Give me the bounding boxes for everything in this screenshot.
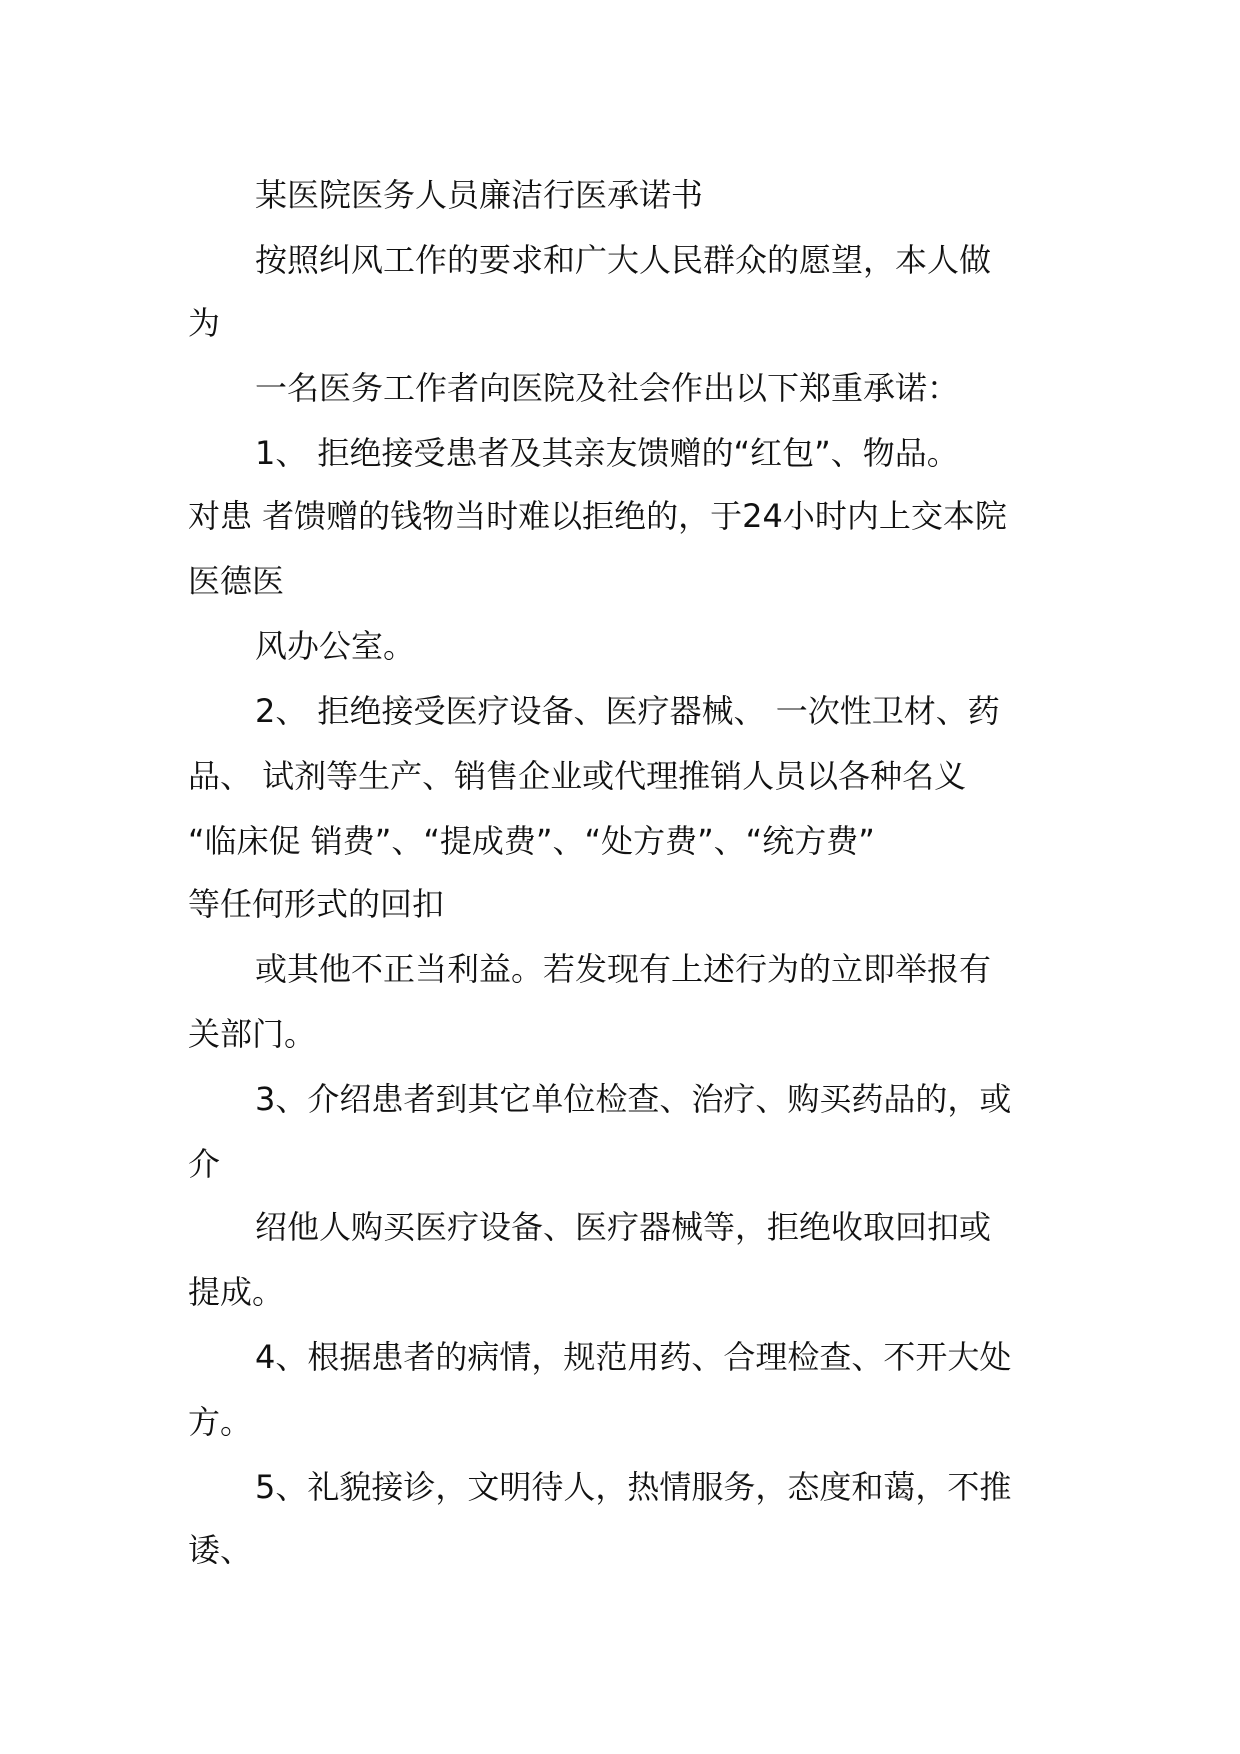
text-line: 品、 试剂等生产、销售企业或代理推销人员以各种名义 (188, 757, 967, 795)
text-line: 对患 者馈赠的钱物当时难以拒绝的，于24小时内上交本院 (188, 497, 1007, 535)
text-line: “临床促 销费”、“提成费”、“处方费”、“统方费” (188, 822, 875, 860)
text-line: 或其他不正当利益。若发现有上述行为的立即举报有 (255, 950, 992, 988)
text-line: 等任何形式的回扣 (188, 885, 445, 923)
text-line: 风办公室。 (255, 627, 416, 665)
text-line: 4、根据患者的病情，规范用药、合理检查、不开大处 (255, 1338, 1012, 1376)
text-line: 关部门。 (188, 1015, 317, 1053)
text-line: 绍他人购买医疗设备、医疗器械等，拒绝收取回扣或 (255, 1208, 992, 1246)
text-line: 为 (188, 304, 221, 342)
text-line: 2、 拒绝接受医疗设备、医疗器械、 一次性卫材、药 (255, 692, 1000, 730)
text-line: 提成。 (188, 1273, 285, 1311)
text-line: 方。 (188, 1403, 253, 1441)
text-line: 医德医 (188, 562, 285, 600)
text-line: 按照纠风工作的要求和广大人民群众的愿望，本人做 (255, 241, 992, 279)
text-line: 5、礼貌接诊，文明待人，热情服务，态度和蔼，不推 (255, 1468, 1012, 1506)
text-line: 一名医务工作者向医院及社会作出以下郑重承诺： (255, 369, 960, 407)
text-line: 1、 拒绝接受患者及其亲友馈赠的“红包”、物品。 (255, 434, 959, 472)
text-line: 介 (188, 1145, 221, 1183)
document-title: 某医院医务人员廉洁行医承诺书 (255, 176, 704, 214)
text-line: 3、介绍患者到其它单位检查、治疗、购买药品的，或 (255, 1080, 1012, 1118)
text-line: 诿、 (188, 1531, 253, 1569)
